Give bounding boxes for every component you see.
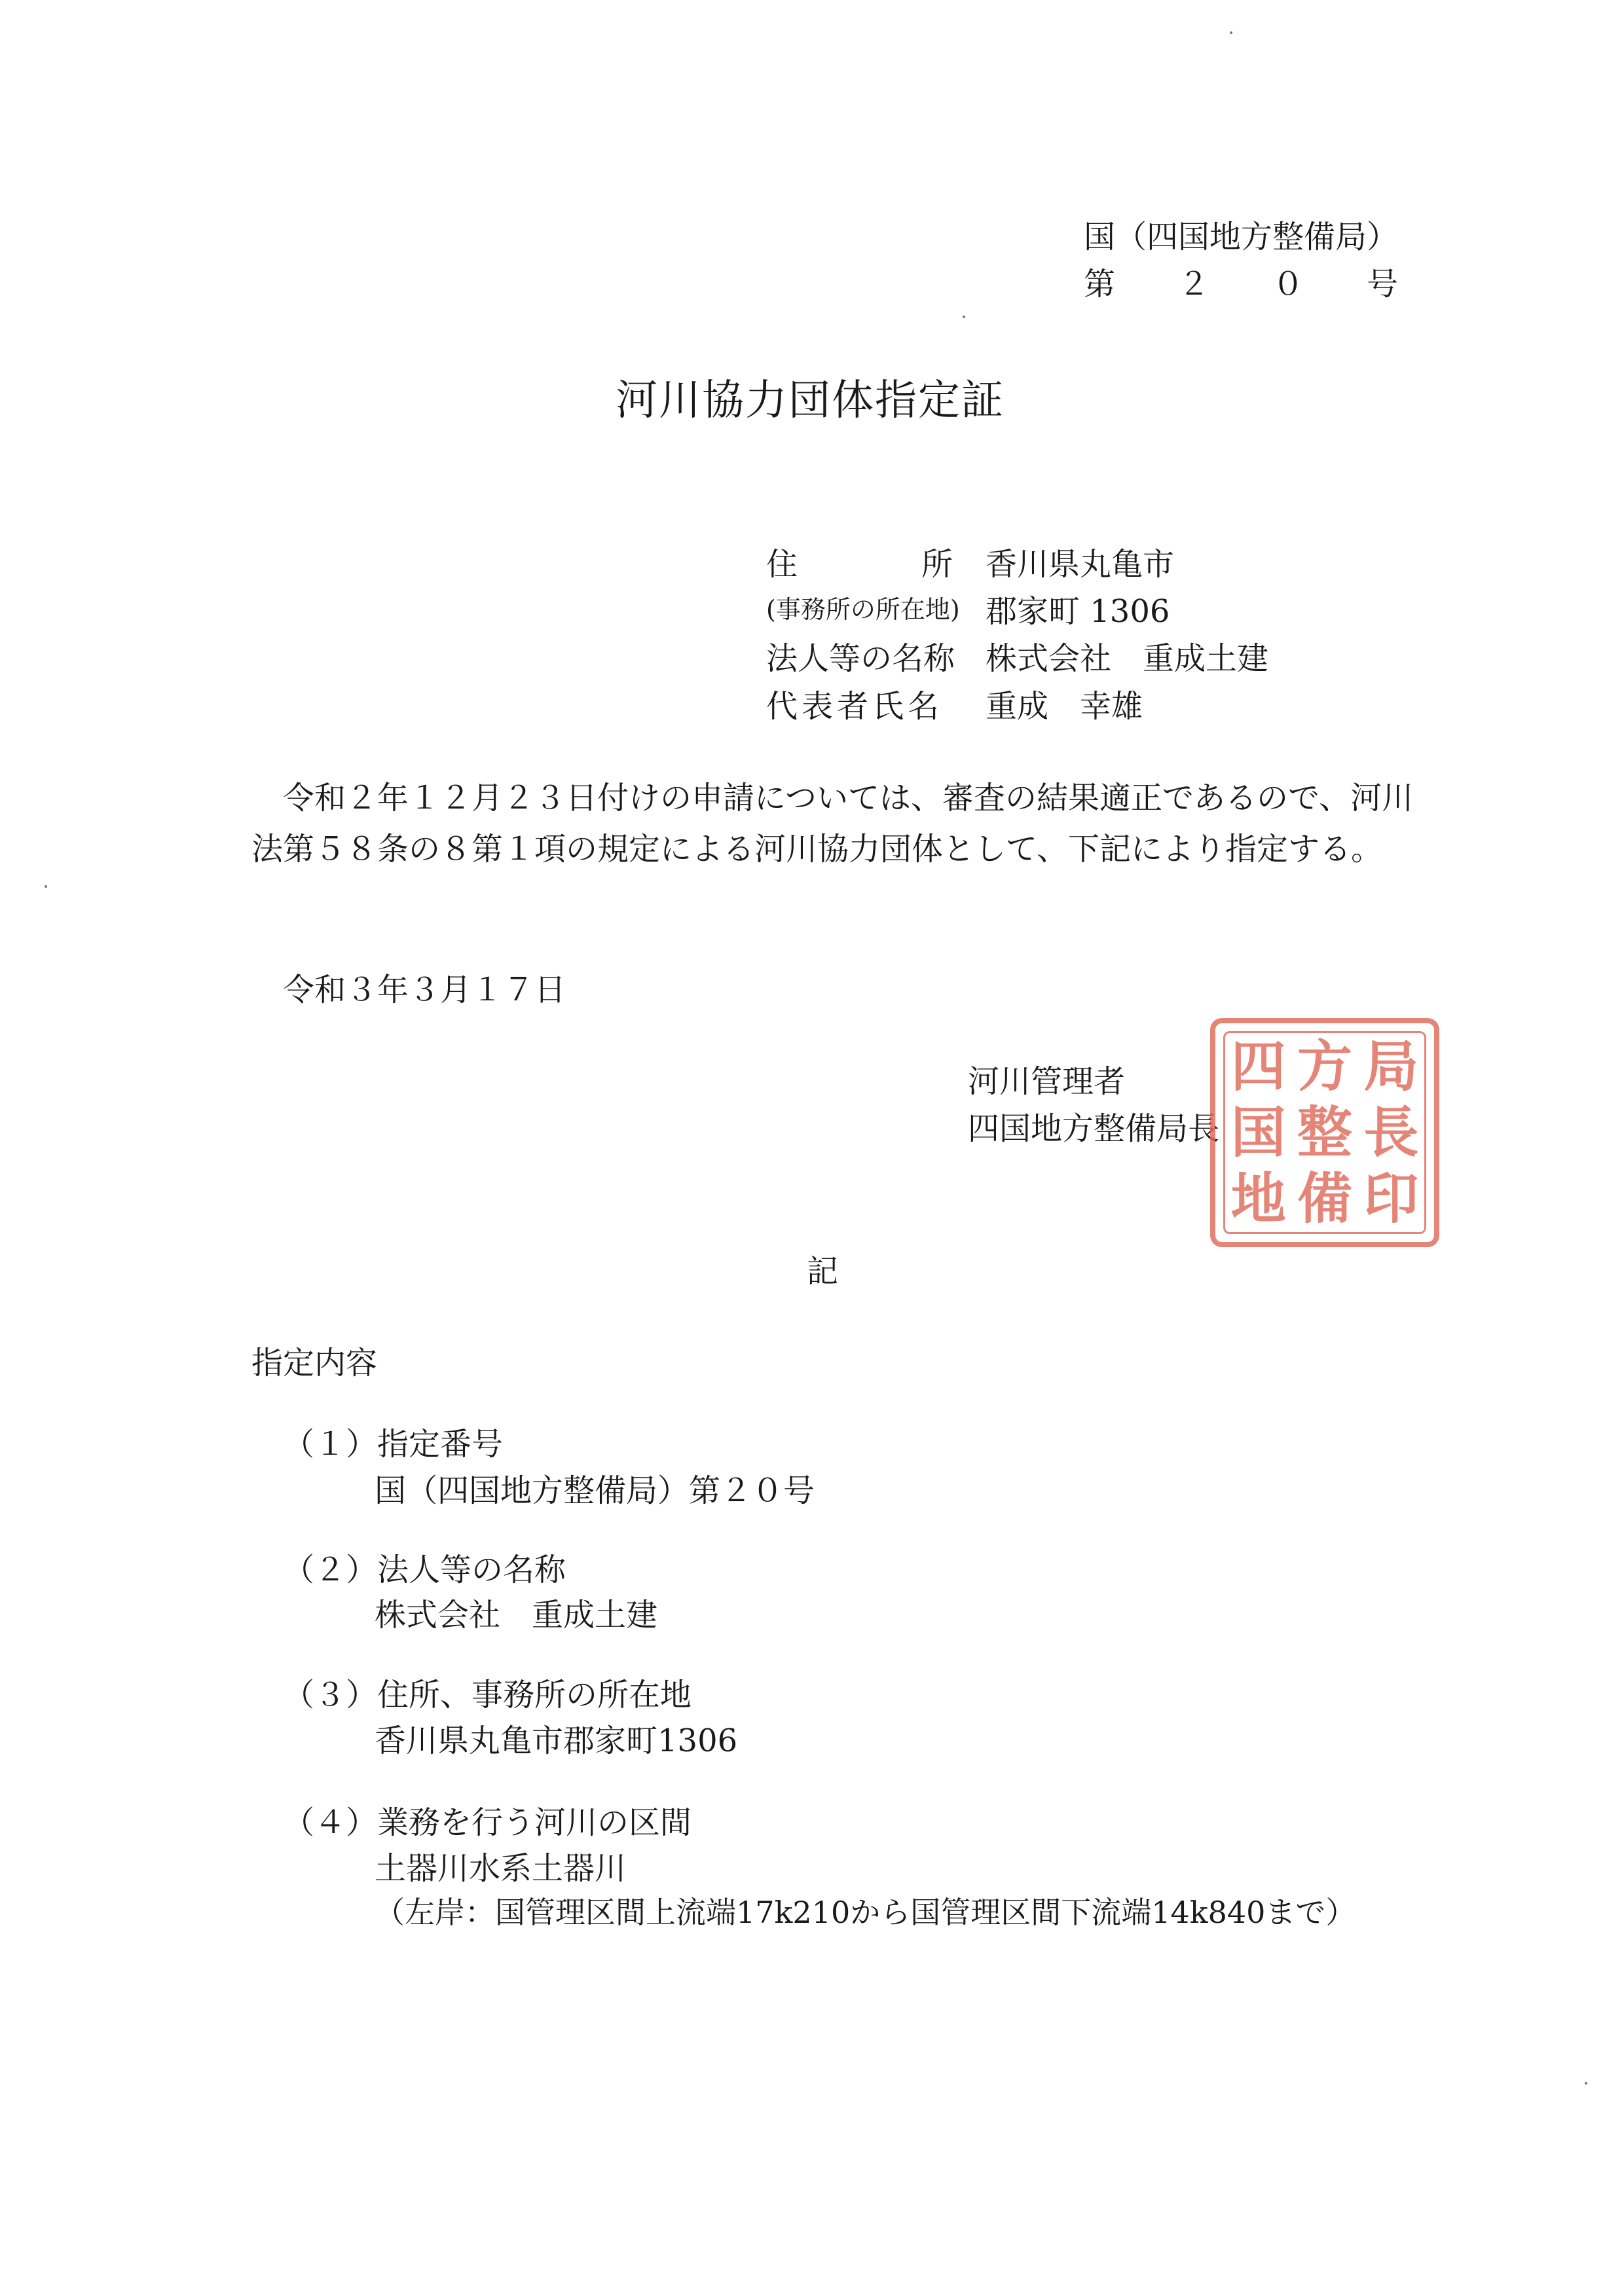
representative-name: 重成 幸雄 bbox=[986, 688, 1143, 725]
address-line1: 香川県丸亀市 bbox=[986, 546, 1175, 583]
item-4-value: 土器川水系土器川 bbox=[375, 1850, 627, 1887]
item-4-detail: （左岸：国管理区間上流端17k210から国管理区間下流端14k840まで） bbox=[375, 1895, 1356, 1930]
issuer-name: 四国地方整備局長 bbox=[968, 1110, 1220, 1147]
issue-date: 令和３年３月１７日 bbox=[283, 972, 566, 1008]
document-title: 河川協力団体指定証 bbox=[616, 376, 1005, 425]
seal-glyph: 国 bbox=[1230, 1100, 1286, 1165]
scan-speck bbox=[45, 885, 47, 888]
certificate-number bbox=[1084, 268, 1398, 300]
ki-marker: 記 bbox=[807, 1253, 839, 1290]
item-2-label: （２）法人等の名称 bbox=[283, 1552, 566, 1588]
number-char: ２ bbox=[1177, 266, 1209, 302]
scan-speck bbox=[1585, 2082, 1587, 2085]
seal-glyph: 四 bbox=[1230, 1034, 1286, 1099]
issuer-title: 河川管理者 bbox=[968, 1063, 1126, 1100]
seal-glyph: 印 bbox=[1363, 1167, 1419, 1231]
seal-glyph: 整 bbox=[1297, 1100, 1352, 1165]
address-label-char: 住 bbox=[766, 546, 798, 583]
item-3-label: （３）住所、事務所の所在地 bbox=[283, 1677, 692, 1713]
seal-glyph: 備 bbox=[1297, 1167, 1352, 1231]
scan-speck bbox=[1230, 31, 1232, 34]
number-char: ０ bbox=[1272, 266, 1304, 302]
address-label-char: 所 bbox=[921, 546, 953, 583]
item-1-label: （１）指定番号 bbox=[283, 1426, 504, 1463]
section-heading: 指定内容 bbox=[251, 1345, 378, 1381]
seal-glyph: 地 bbox=[1230, 1167, 1286, 1231]
address-label bbox=[766, 546, 953, 583]
corporate-name: 株式会社 重成土建 bbox=[986, 640, 1269, 677]
number-char: 第 bbox=[1084, 266, 1116, 302]
seal-glyph: 方 bbox=[1297, 1034, 1352, 1099]
seal-glyph: 局 bbox=[1363, 1034, 1419, 1099]
body-line-1: 令和２年１２月２３日付けの申請については、審査の結果適正であるので、河川 bbox=[283, 780, 1414, 816]
number-char: 号 bbox=[1366, 266, 1398, 302]
office-location-label: (事務所の所在地) bbox=[766, 595, 960, 624]
item-4-label: （４）業務を行う河川の区間 bbox=[283, 1804, 692, 1841]
corporate-name-label: 法人等の名称 bbox=[766, 640, 955, 677]
body-line-2: 法第５８条の８第１項の規定による河川協力団体として、下記により指定する。 bbox=[251, 831, 1383, 867]
seal-glyph: 長 bbox=[1363, 1100, 1419, 1165]
item-3-value: 香川県丸亀市郡家町1306 bbox=[375, 1722, 738, 1759]
item-1-value: 国（四国地方整備局）第２０号 bbox=[375, 1472, 815, 1509]
scan-speck bbox=[963, 316, 965, 318]
issuing-office: 国（四国地方整備局） bbox=[1084, 219, 1399, 255]
representative-label: 代表者氏名 bbox=[766, 688, 944, 725]
address-line2: 郡家町 1306 bbox=[986, 593, 1170, 630]
item-2-value: 株式会社 重成土建 bbox=[375, 1597, 658, 1633]
official-seal bbox=[1210, 1018, 1439, 1247]
